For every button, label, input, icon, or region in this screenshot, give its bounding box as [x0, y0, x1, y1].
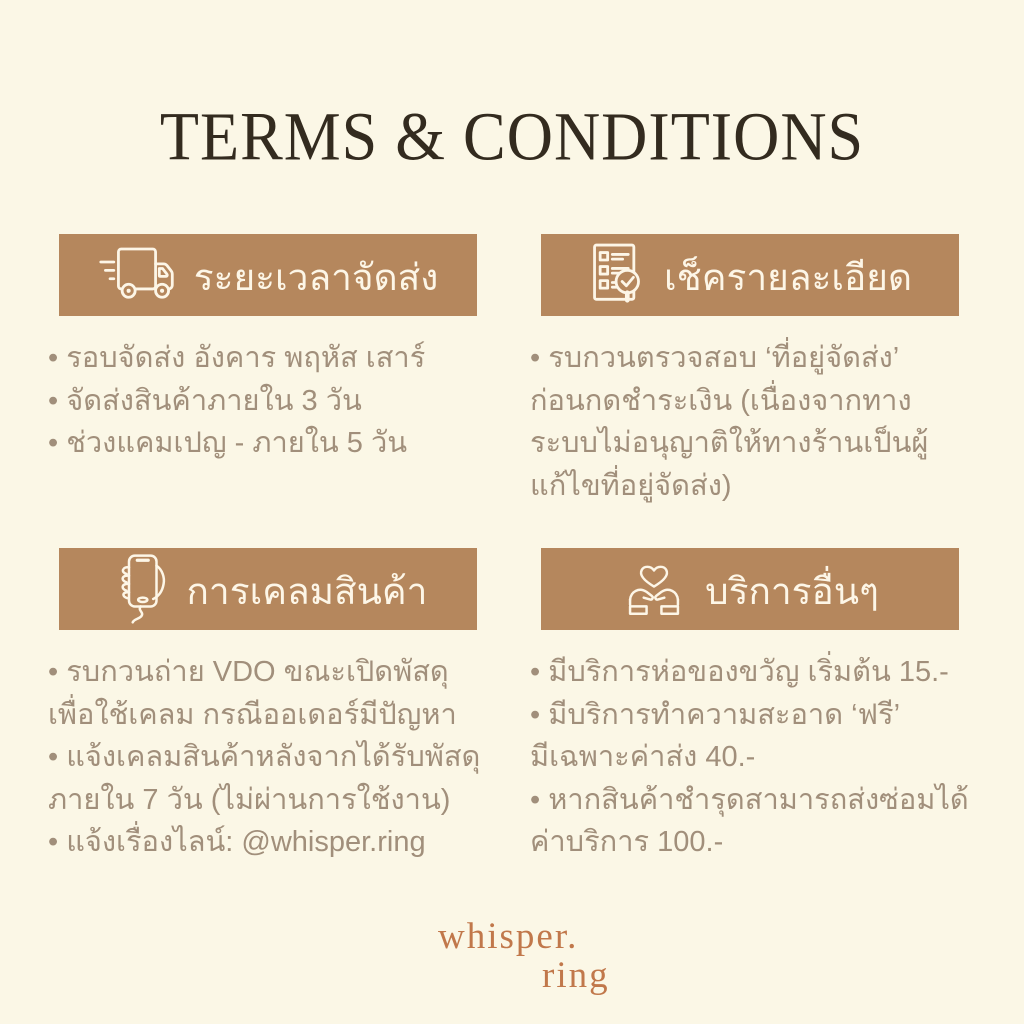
hand-holding-phone-icon — [109, 553, 169, 625]
bullet-line: • แจ้งเรื่องไลน์: @whisper.ring — [48, 826, 426, 858]
bullet-line: • ช่วงแคมเปญ - ภายใน 5 วัน — [48, 427, 408, 459]
hands-holding-heart-icon — [621, 558, 687, 620]
section-header-check-details — [541, 234, 959, 316]
section-product-claim — [48, 548, 492, 864]
delivery-truck-icon — [98, 244, 176, 306]
section-heading: เช็ครายละเอียด — [664, 256, 912, 298]
section-body — [48, 651, 492, 864]
section-shipping-time — [48, 234, 492, 465]
bullet-line: เพื่อใช้เคลม กรณีออเดอร์มีปัญหา — [48, 698, 457, 731]
bullet-line: • รอบจัดส่ง อังคาร พฤหัส เสาร์ — [48, 342, 426, 374]
bullet-line: • หากสินค้าชำรุดสามารถส่งซ่อมได้ — [530, 783, 969, 816]
bullet-line: • มีบริการห่อของขวัญ เริ่มต้น 15.- — [530, 656, 949, 688]
checklist-magnifier-icon — [588, 242, 646, 308]
bullet-line: ระบบไม่อนุญาติให้ทางร้านเป็นผู้ — [530, 427, 929, 459]
section-header-product-claim — [59, 548, 477, 630]
bullet-line: • รบกวนถ่าย VDO ขณะเปิดพัสดุ — [48, 656, 449, 688]
bullet-line: • มีบริการทำความสะอาด ‘ฟรี’ — [530, 698, 901, 731]
bullet-line: มีเฉพาะค่าส่ง 40.- — [530, 741, 756, 773]
brand-logo-line2: ring — [542, 955, 610, 996]
section-body — [48, 337, 492, 465]
section-header-other-services — [541, 548, 959, 630]
brand-logo-line1: whisper. — [438, 916, 579, 957]
bullet-line: ค่าบริการ 100.- — [530, 826, 724, 858]
bullet-line: • จัดส่งสินค้าภายใน 3 วัน — [48, 384, 362, 417]
section-body — [530, 337, 974, 507]
section-body — [530, 651, 974, 864]
section-other-services — [530, 548, 974, 864]
bullet-line: แก้ไขที่อยู่จัดส่ง) — [530, 469, 732, 502]
brand-logo — [438, 918, 610, 994]
bullet-line: ภายใน 7 วัน (ไม่ผ่านการใช้งาน) — [48, 783, 451, 816]
section-heading: การเคลมสินค้า — [186, 570, 428, 612]
section-check-details — [530, 234, 974, 507]
bullet-line: • แจ้งเคลมสินค้าหลังจากได้รับพัสดุ — [48, 741, 481, 773]
page-title: TERMS & CONDITIONS — [159, 98, 865, 175]
section-heading: ระยะเวลาจัดส่ง — [193, 256, 439, 298]
section-header-shipping-time — [59, 234, 477, 316]
bullet-line: ก่อนกดชำระเงิน (เนื่องจากทาง — [530, 384, 912, 417]
bullet-line: • รบกวนตรวจสอบ ‘ที่อยู่จัดส่ง’ — [530, 342, 900, 374]
section-heading: บริการอื่นๆ — [705, 570, 879, 612]
